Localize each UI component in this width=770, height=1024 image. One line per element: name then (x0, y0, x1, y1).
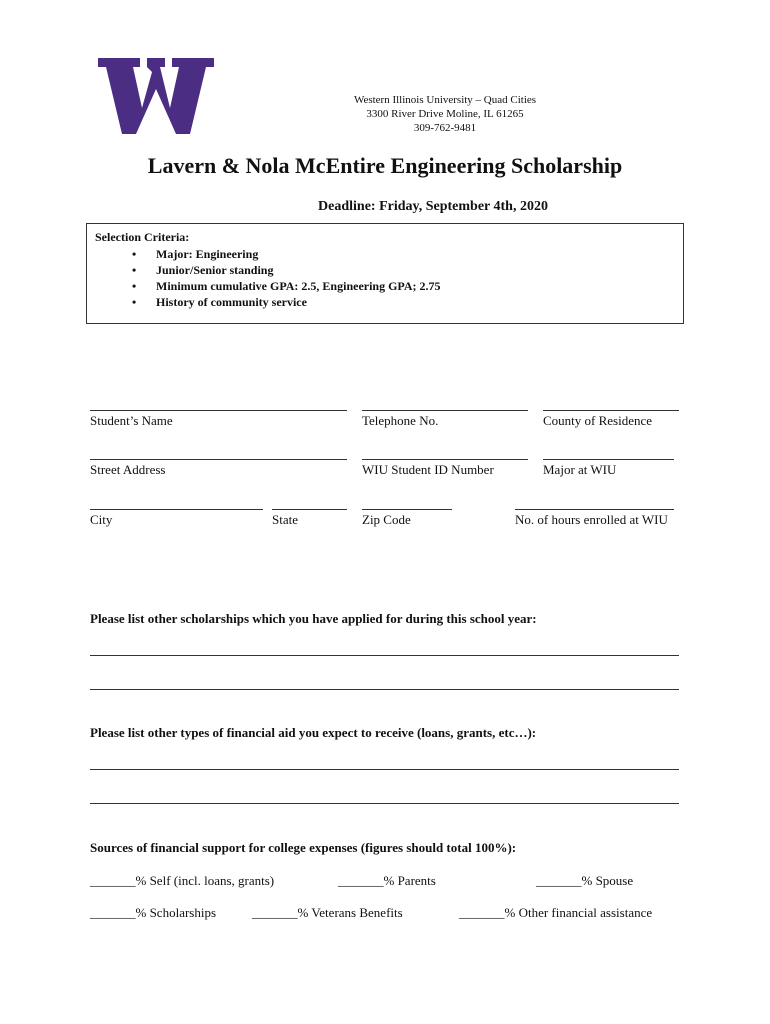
student-id-input[interactable] (362, 459, 528, 460)
scholarships-prompt: Please list other scholarships which you have applied for during this school year: (90, 611, 537, 626)
sources-prompt: Sources of financial support for college expenses (figures should total 100%): (90, 840, 517, 855)
page-title: Lavern & Nola McEntire Engineering Scholarship (147, 153, 623, 178)
scholarships-input-1[interactable] (90, 655, 679, 656)
telephone-label: Telephone No. (362, 413, 439, 428)
street-address-input[interactable] (90, 459, 347, 460)
criteria-list (132, 246, 441, 310)
criteria-item: • Minimum cumulative GPA: 2.5, Engineering GPA; 2.75 (132, 278, 441, 294)
criteria-heading: Selection Criteria: (95, 230, 190, 244)
criteria-item: • History of community service (132, 294, 441, 310)
financial-aid-prompt: Please list other types of financial aid you expect to receive (loans, grants, etc…): (90, 725, 537, 740)
financial-aid-input-1[interactable] (90, 769, 679, 770)
zip-label: Zip Code (362, 512, 411, 527)
scholarships-percent-field[interactable]: _______% Scholarships (90, 905, 217, 920)
city-input[interactable] (90, 509, 263, 510)
county-input[interactable] (543, 410, 679, 411)
scholarships-input-2[interactable] (90, 689, 679, 690)
spouse-percent-field[interactable]: _______% Spouse (536, 873, 634, 888)
zip-input[interactable] (362, 509, 452, 510)
major-label: Major at WIU (543, 462, 617, 477)
address-line-2: 3300 River Drive Moline, IL 61265 (366, 108, 524, 120)
county-label: County of Residence (543, 413, 653, 428)
address-line-3: 309-762-9481 (413, 122, 477, 134)
veterans-percent-field[interactable]: _______% Veterans Benefits (252, 905, 403, 920)
criteria-item: • Junior/Senior standing (132, 262, 441, 278)
parents-percent-field[interactable]: _______% Parents (338, 873, 436, 888)
financial-aid-input-2[interactable] (90, 803, 679, 804)
city-label: City (90, 512, 113, 527)
selection-criteria-box (86, 223, 684, 324)
deadline: Deadline: Friday, September 4th, 2020 (318, 199, 548, 214)
self-percent-field[interactable]: _______% Self (incl. loans, grants) (90, 873, 275, 888)
street-address-label: Street Address (90, 462, 166, 477)
address-line-1: Western Illinois University – Quad Cities (353, 94, 537, 106)
major-input[interactable] (543, 459, 674, 460)
university-logo (98, 58, 214, 134)
hours-label: No. of hours enrolled at WIU (515, 512, 668, 527)
student-name-input[interactable] (90, 410, 347, 411)
student-name-label: Student’s Name (90, 413, 173, 428)
state-input[interactable] (272, 509, 347, 510)
other-percent-field[interactable]: _______% Other financial assistance (459, 905, 653, 920)
state-label: State (272, 512, 298, 527)
hours-input[interactable] (515, 509, 674, 510)
student-id-label: WIU Student ID Number (362, 462, 494, 477)
criteria-item: • Major: Engineering (132, 246, 441, 262)
telephone-input[interactable] (362, 410, 528, 411)
